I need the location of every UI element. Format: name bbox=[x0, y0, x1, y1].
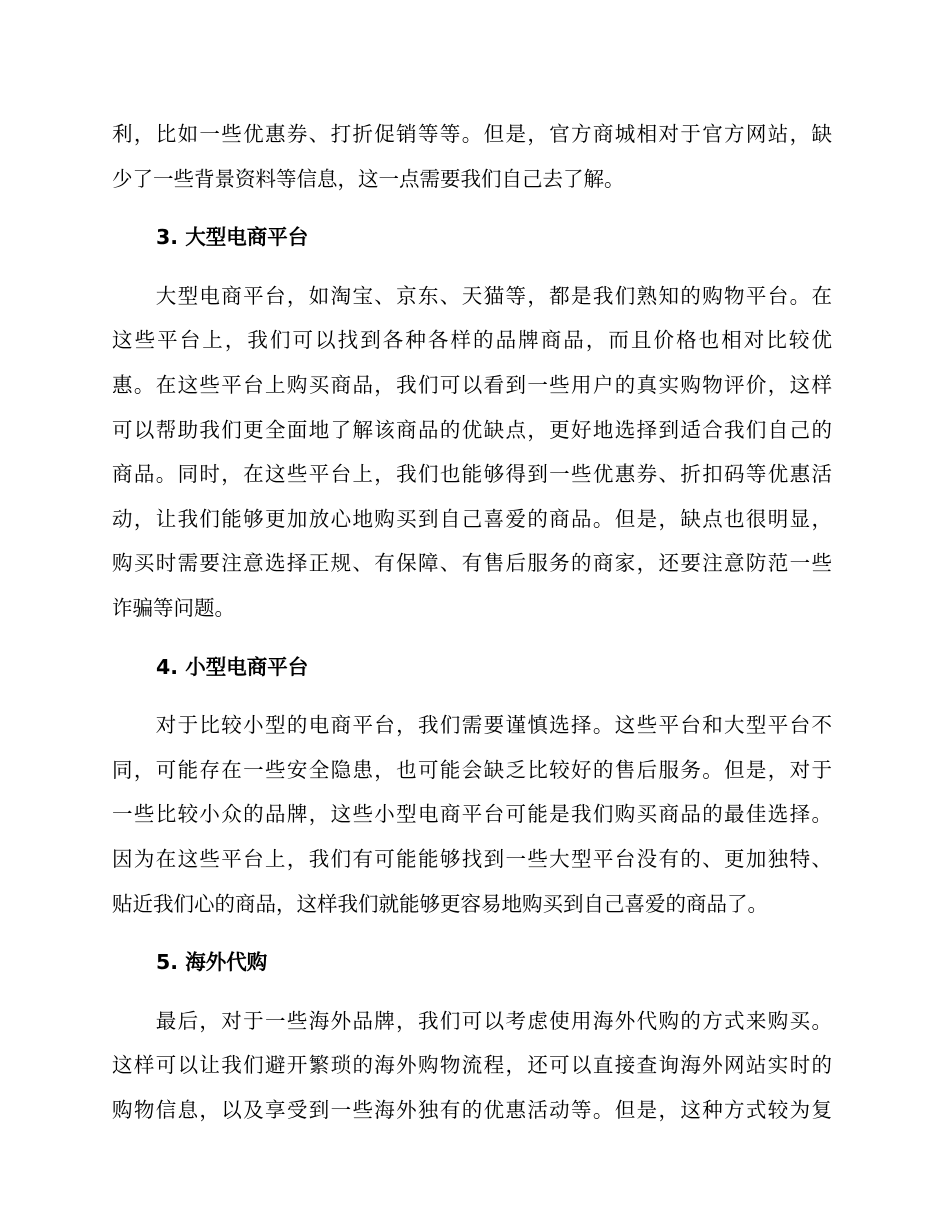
text-line: 购物信息，以及享受到一些海外独有的优惠活动等。但是，这种方式较为复 bbox=[112, 1097, 832, 1122]
text-line: 对于比较小型的电商平台，我们需要谨慎选择。这些平台和大型平台不 bbox=[112, 713, 832, 738]
text-line: 大型电商平台，如淘宝、京东、天猫等，都是我们熟知的购物平台。在 bbox=[112, 283, 832, 308]
document-body bbox=[112, 112, 832, 1132]
text-line: 最后，对于一些海外品牌，我们可以考虑使用海外代购的方式来购买。 bbox=[112, 1008, 832, 1033]
text-line: 利，比如一些优惠券、打折促销等等。但是，官方商城相对于官方网站，缺 bbox=[112, 122, 832, 146]
section-heading-5: 5. 海外代购 bbox=[156, 950, 268, 975]
text-line: 这些平台上，我们可以找到各种各样的品牌商品，而且价格也相对比较优 bbox=[112, 328, 832, 353]
section-heading-4: 4. 小型电商平台 bbox=[156, 654, 309, 679]
section-heading-3: 3. 大型电商平台 bbox=[156, 225, 309, 250]
paragraph-small-platforms bbox=[112, 703, 832, 926]
text-line: 这样可以让我们避开繁琐的海外购物流程，还可以直接查询海外网站实时的 bbox=[112, 1053, 832, 1078]
text-line: 惠。在这些平台上购买商品，我们可以看到一些用户的真实购物评价，这样 bbox=[112, 372, 832, 397]
paragraph-large-platforms bbox=[112, 274, 832, 631]
text-line: 少了一些背景资料等信息，这一点需要我们自己去了解。 bbox=[112, 166, 625, 191]
text-line: 诈骗等问题。 bbox=[112, 595, 235, 620]
text-line: 贴近我们心的商品，这样我们就能够更容易地购买到自己喜爱的商品了。 bbox=[112, 891, 768, 916]
text-line: 商品。同时，在这些平台上，我们也能够得到一些优惠券、折扣码等优惠活 bbox=[112, 462, 832, 487]
text-line: 因为在这些平台上，我们有可能能够找到一些大型平台没有的、更加独特、 bbox=[112, 846, 832, 871]
text-line: 购买时需要注意选择正规、有保障、有售后服务的商家，还要注意防范一些 bbox=[112, 551, 832, 576]
text-line: 动，让我们能够更加放心地购买到自己喜爱的商品。但是，缺点也很明显， bbox=[112, 506, 832, 531]
text-line: 可以帮助我们更全面地了解该商品的优缺点，更好地选择到适合我们自己的 bbox=[112, 417, 832, 442]
paragraph-overseas-purchasing bbox=[112, 999, 832, 1133]
text-line: 同，可能存在一些安全隐患，也可能会缺乏比较好的售后服务。但是，对于 bbox=[112, 757, 832, 782]
paragraph-continuation bbox=[112, 112, 832, 201]
text-line: 一些比较小众的品牌，这些小型电商平台可能是我们购买商品的最佳选择。 bbox=[112, 802, 832, 827]
